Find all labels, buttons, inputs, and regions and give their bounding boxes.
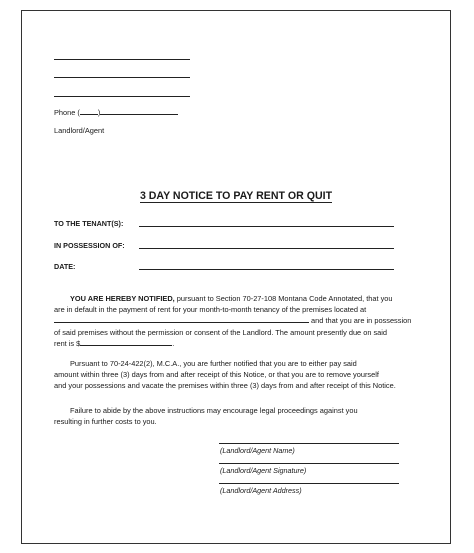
paragraph1-line3 — [54, 315, 411, 326]
address-line-2[interactable] — [54, 77, 190, 78]
paragraph1-line4: of said premises without the permission or consent of the Landlord. The amount presently due on said — [54, 327, 388, 337]
paragraph2-line1: Pursuant to 70-24-422(2), M.C.A., you are further notified that you are to either pay said — [70, 359, 357, 368]
agent-name-label: (Landlord/Agent Name) — [220, 446, 295, 455]
paragraph1-line5 — [54, 338, 411, 349]
rent-prefix: rent is $ — [54, 338, 81, 348]
phone-close: ) — [97, 108, 101, 117]
phone-area-code-field[interactable] — [80, 107, 101, 117]
notice-page — [21, 10, 451, 544]
phone-number-field[interactable] — [97, 107, 178, 117]
paragraph2-line2: amount within three (3) days from and after receipt of this Notice, or that you are to remove yourself — [54, 370, 379, 380]
paragraph1-line3-rest: and that you are in possession — [309, 316, 412, 326]
phone-row — [54, 107, 178, 117]
paragraph1-bold-lead: YOU ARE HEREBY NOTIFIED, — [70, 294, 175, 303]
notice-title — [22, 190, 450, 202]
landlord-agent-label: Landlord/Agent — [54, 126, 105, 135]
paragraph-pursuant — [54, 358, 396, 392]
agent-name-line[interactable] — [219, 443, 399, 444]
rent-amount-field[interactable] — [80, 338, 175, 348]
paragraph1-line2: are in default in the payment of rent for your month-to-month tenancy of the premises located at — [54, 305, 367, 315]
agent-address-label: (Landlord/Agent Address) — [220, 486, 302, 495]
premises-address-field[interactable] — [54, 315, 309, 323]
rent-suffix: . — [172, 338, 175, 348]
tenants-field[interactable] — [139, 226, 394, 227]
paragraph1-line1-rest: pursuant to Section 70-27-108 Montana Code Annotated, that you — [174, 294, 393, 303]
paragraph2-line3: and your possessions and vacate the premises within three (3) days from and after receipt of this Notice. — [54, 381, 396, 391]
tenants-label: TO THE TENANT(S): — [54, 219, 124, 228]
date-field[interactable] — [139, 269, 394, 270]
paragraph3-line2: resulting in further costs to you. — [54, 417, 157, 427]
possession-label: IN POSSESSION OF: — [54, 241, 125, 250]
notice-title-text: 3 DAY NOTICE TO PAY RENT OR QUIT — [139, 190, 333, 202]
agent-signature-line[interactable] — [219, 463, 399, 464]
possession-field[interactable] — [139, 248, 394, 249]
date-label: DATE: — [54, 262, 76, 271]
address-line-1[interactable] — [54, 59, 190, 60]
agent-address-line[interactable] — [219, 483, 399, 484]
address-line-3[interactable] — [54, 96, 190, 97]
paragraph-notified — [54, 293, 411, 349]
phone-prefix: Phone ( — [54, 108, 80, 117]
agent-signature-label: (Landlord/Agent Signature) — [220, 466, 307, 475]
paragraph1-line1 — [54, 293, 411, 304]
paragraph-failure — [54, 405, 358, 427]
paragraph3-line1: Failure to abide by the above instructions may encourage legal proceedings against you — [70, 406, 358, 415]
